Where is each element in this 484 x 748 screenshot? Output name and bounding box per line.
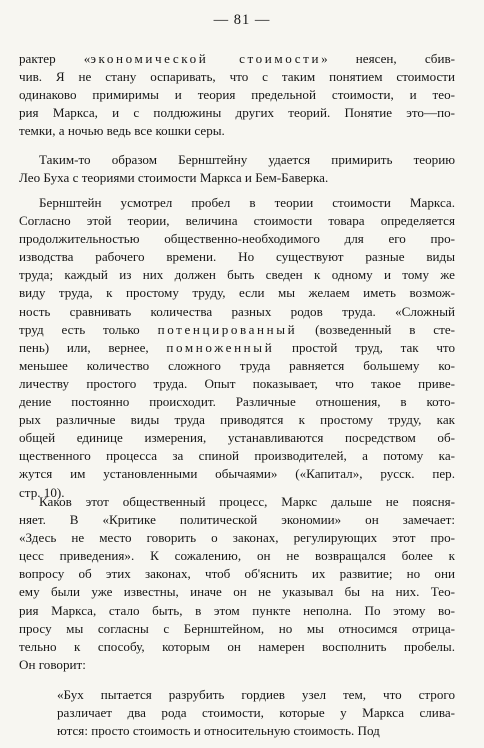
text-line (19, 169, 455, 187)
paragraph-1 (19, 50, 455, 140)
text-line (19, 638, 455, 656)
text-run: изводства рабочего времени. Но существуют разные виды (19, 249, 455, 265)
paragraph-4 (19, 493, 455, 674)
text-run: Он говорит: (19, 656, 86, 672)
text-run: рия Маркса, и с полдюжины других теорий. Понятие это—по- (19, 105, 455, 121)
text-line (19, 393, 455, 411)
paragraph-3 (19, 194, 455, 502)
text-line (19, 194, 455, 212)
text-run: простой труд, так что (274, 339, 455, 355)
text-line (57, 704, 455, 722)
text-run: просу мы согласны с Бернштейном, но мы относимся отрица- (19, 620, 455, 636)
text-run: пень) или, вернее, (19, 339, 167, 355)
text-run: ются: просто стоимость и относительную стоимость. Под (57, 723, 380, 739)
text-line (19, 547, 455, 565)
text-line (19, 151, 455, 169)
text-run: (возведенный в сте- (297, 321, 455, 337)
text-run: Бернштейн усмотрел пробел в теории стоимости Маркса. (39, 195, 455, 210)
text-line (19, 565, 455, 583)
text-line (19, 86, 455, 104)
text-run: няет. В «Критике политической экономии» он замечает: (19, 512, 455, 528)
text-run: меньшее количество сложного труда равняется большему ко- (19, 357, 455, 373)
text-line (19, 447, 455, 465)
text-run: «Бух пытается разрубить гордиев узел тем, что строго (57, 687, 455, 702)
text-run: вопросу об этих законах, чтоб об'яснить их развитие; но они (19, 566, 455, 582)
text-line (19, 321, 455, 339)
text-run: ему были уже известны, иначе он не указывал бы на них. Тео- (19, 584, 455, 600)
text-run: «Здесь не место говорить о законах, регулирующих этот про- (19, 530, 455, 546)
text-line (19, 284, 455, 302)
text-run: темки, а ночью ведь все кошки серы. (19, 123, 225, 139)
text-run: различает два рода стоимости, которые у Маркса слива- (57, 705, 455, 721)
text-run: Каков этот общественный процесс, Маркс дальше не поясня- (39, 494, 455, 509)
quotation (57, 686, 455, 740)
text-line (57, 722, 455, 740)
text-line (19, 411, 455, 429)
text-run: Таким-то образом Бернштейну удается примирить теорию (39, 152, 455, 167)
page-number: — 81 — (213, 12, 271, 28)
text-run: тельно к способу, которым он намерен восполнить пробелы. (19, 638, 455, 654)
text-line (57, 686, 455, 704)
spaced-emphasis: экономической стоимости (90, 51, 322, 66)
text-run: цесс приведения». К сожалению, он не возвращался более к (19, 548, 455, 564)
text-line (19, 303, 455, 321)
text-line (19, 656, 455, 674)
text-run: стр. 10). (19, 484, 65, 500)
text-run: дение постоянно происходит. Различные отношения, в кото- (19, 394, 455, 410)
text-run: чив. Я не стану оспаривать, что с таким понятием стоимости (19, 69, 455, 85)
text-line (19, 68, 455, 86)
text-run: рактер « (19, 51, 91, 66)
text-run: жутся им установленными обычаями» («Капитал», русск. пер. (19, 466, 455, 482)
text-run: труд есть только (19, 321, 158, 337)
text-line (19, 339, 455, 357)
text-run: продолжительностью общественно-необходимого для его про- (19, 231, 455, 247)
text-line (19, 602, 455, 620)
spaced-emphasis: помноженный (166, 339, 275, 355)
text-line (19, 266, 455, 284)
text-line (19, 230, 455, 248)
text-line (19, 529, 455, 547)
text-line (19, 357, 455, 375)
text-line (19, 620, 455, 638)
text-run: личеству простого труда. Опыт показывает, что такое приве- (19, 375, 455, 391)
text-line (19, 465, 455, 483)
text-line (19, 583, 455, 601)
text-run: Согласно этой теории, величина стоимости товара определяется (19, 213, 455, 229)
spaced-emphasis: потенцированный (157, 321, 298, 337)
text-line (19, 248, 455, 266)
text-line (19, 50, 455, 68)
text-line (19, 493, 455, 511)
text-line (19, 104, 455, 122)
text-run: виду труда, к простому труду, если мы желаем иметь возмож- (19, 285, 455, 301)
text-run: рых различные виды труда приводятся к простому труду, как (19, 412, 455, 428)
text-line (19, 511, 455, 529)
text-run: Лео Буха с теориями стоимости Маркса и Бем-Баверка. (19, 170, 329, 186)
paragraph-2 (19, 151, 455, 187)
text-run: общей единице измерения, устанавливаются посредством об- (19, 430, 455, 446)
text-line (19, 429, 455, 447)
text-run: ность сравнивать количества разных родов труда. «Сложный (19, 303, 455, 319)
text-line (19, 375, 455, 393)
text-run: щественного процесса за спиной производителей, а потому ка- (19, 448, 455, 464)
text-line (19, 212, 455, 230)
text-run: рия Маркса, стало быть, в этом пункте неполна. По этому во- (19, 602, 455, 618)
text-line (19, 122, 455, 140)
text-run: » неясен, сбив- (321, 51, 456, 66)
text-run: труда; каждый из них должен быть сведен к одному и тому же (19, 267, 455, 283)
text-run: одинаково примиримы и теория предельной стоимости, и тео- (19, 87, 455, 103)
